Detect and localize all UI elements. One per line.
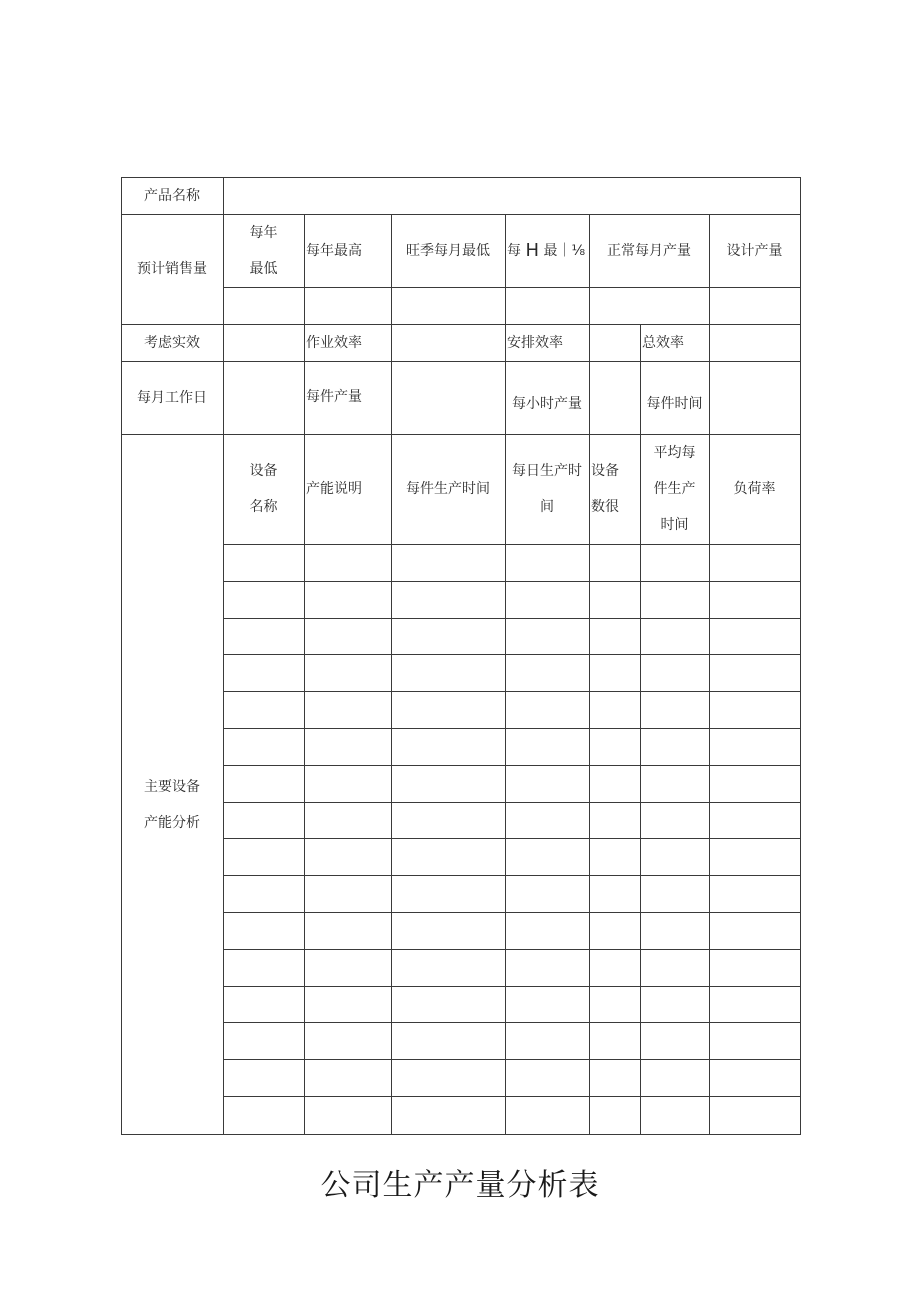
- equipment-header-name: 设备 名称: [249, 463, 278, 515]
- sales-label: 预计销售量: [137, 261, 207, 277]
- table-rule: [223, 912, 801, 913]
- table-rule: [223, 802, 801, 803]
- table-rule: [223, 838, 801, 839]
- table-rule: [223, 728, 801, 729]
- sales-header-garbled: [505, 214, 589, 287]
- sales-header-year-min: 每年 最低: [249, 224, 278, 277]
- per-piece-time-label: 每件时间: [646, 395, 703, 412]
- equipment-section-label: 主要设备 产能分析: [144, 778, 200, 831]
- table-rule: [223, 618, 801, 619]
- sales-header-garbled-part2: H: [525, 239, 539, 261]
- sales-header-year-max: 每年最高: [306, 242, 362, 259]
- table-rule: [223, 177, 224, 1135]
- table-rule: [223, 581, 801, 582]
- table-rule: [223, 287, 801, 288]
- total-efficiency-label: 总效率: [642, 334, 684, 351]
- equipment-header-daily-time: 每日生产时 间: [512, 463, 582, 515]
- table-rule: [223, 654, 801, 655]
- workdays-label: 每月工作日: [137, 389, 207, 406]
- table-rule: [223, 986, 801, 987]
- table-rule: [223, 1022, 801, 1023]
- work-efficiency-label: 作业效率: [306, 334, 362, 351]
- schedule-efficiency-label: 安排效率: [507, 334, 563, 351]
- table-rule: [223, 1059, 801, 1060]
- equipment-header-capacity-desc: 产能说明: [306, 481, 362, 497]
- table-rule: [589, 324, 590, 435]
- table-rule: [223, 691, 801, 692]
- table-rule: [223, 949, 801, 950]
- equipment-header-piece-time: 每件生产时间: [406, 481, 490, 497]
- sales-header-design-output: 设计产量: [726, 242, 783, 259]
- efficiency-label: 考虑实效: [144, 334, 200, 351]
- equipment-header-count: 设备 数很: [591, 463, 619, 515]
- sales-header-normal-month: 正常每月产量: [607, 242, 691, 259]
- table-rule: [223, 875, 801, 876]
- per-hour-output-label: 每小时产量: [512, 395, 582, 412]
- table-rule: [223, 765, 801, 766]
- product-name-field[interactable]: [223, 177, 800, 214]
- table-rule: [391, 324, 392, 435]
- table-rule: [223, 544, 801, 545]
- page-title: 公司生产产量分析表: [320, 1168, 600, 1203]
- sales-header-garbled-part1: 每: [507, 242, 521, 259]
- table-rule: [709, 324, 710, 435]
- sales-header-peak-month-min: 旺季每月最低: [406, 242, 490, 259]
- equipment-header-load-rate: 负荷率: [733, 481, 776, 497]
- table-rule: [223, 1096, 801, 1097]
- product-name-label: 产品名称: [144, 187, 200, 204]
- per-piece-output-label: 每件产量: [306, 389, 362, 405]
- sales-header-garbled-part3: 最｜⅛: [543, 242, 586, 259]
- equipment-header-avg-time: 平均每 件生产 时间: [653, 445, 696, 533]
- table-rule: [800, 177, 801, 1135]
